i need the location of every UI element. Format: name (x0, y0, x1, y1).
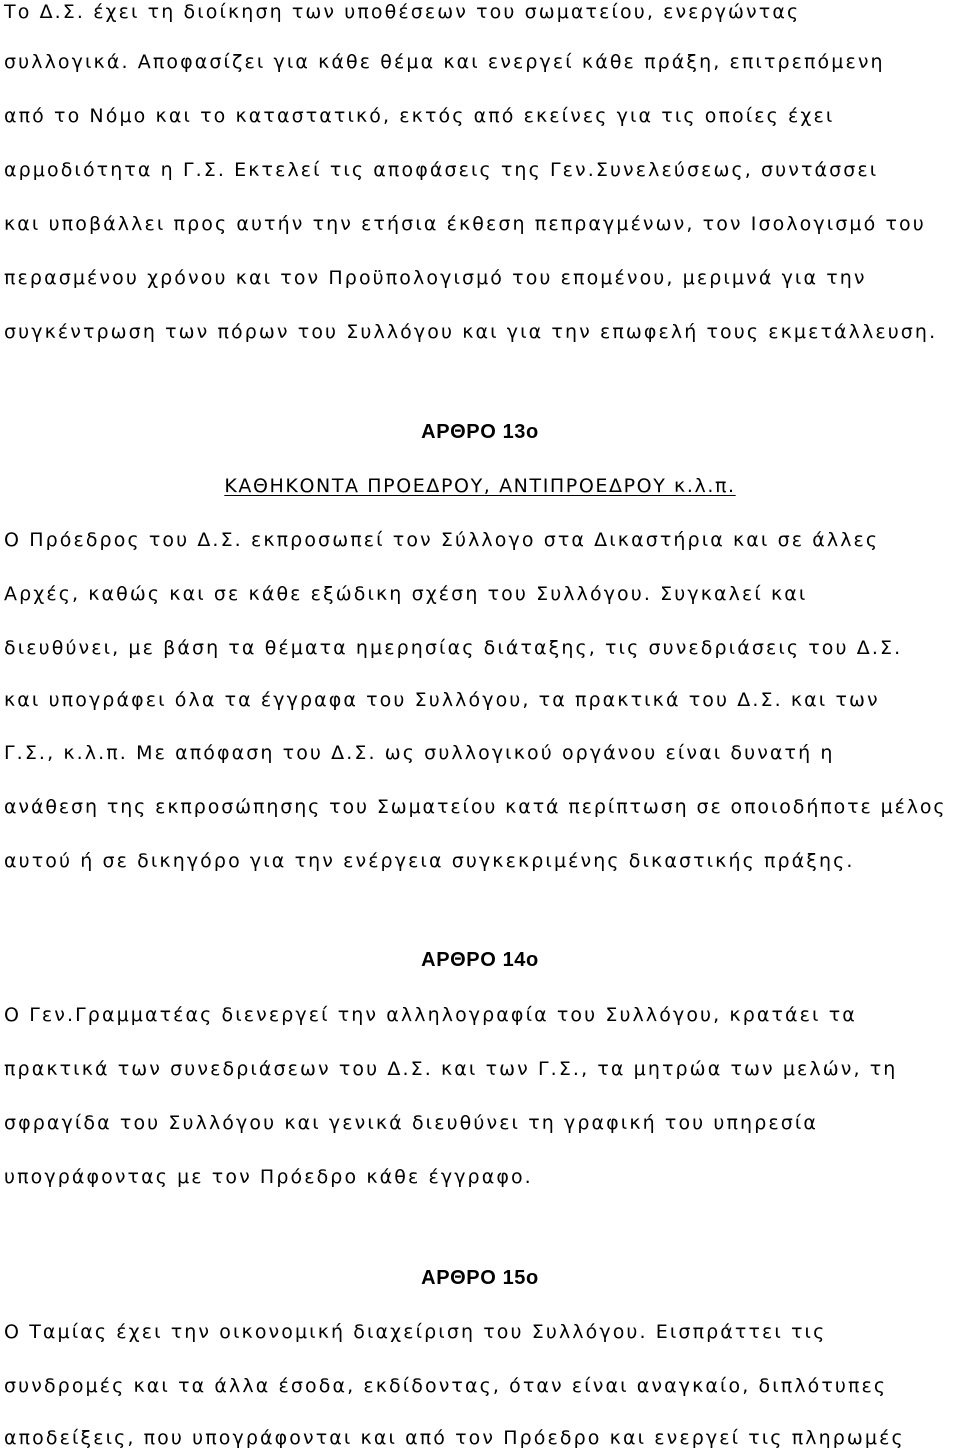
paragraph-line: Το Δ.Σ. έχει τη διοίκηση των υποθέσεων του σωματείου, ενεργώντας (4, 1, 801, 23)
article-13-title: ΑΡΘΡΟ 13ο (421, 421, 539, 443)
article-15-line: αποδείξεις, που υπογράφονται και από τον Πρόεδρο και ενεργεί τις πληρωμές (4, 1427, 905, 1449)
article-13-line: Αρχές, καθώς και σε κάθε εξώδικη σχέση του Συλλόγου. Συγκαλεί και (4, 583, 808, 605)
paragraph-line: αρμοδιότητα η Γ.Σ. Εκτελεί τις αποφάσεις της Γεν.Συνελεύσεως, συντάσσει (4, 159, 879, 181)
article-14-line: πρακτικά των συνεδριάσεων του Δ.Σ. και των Γ.Σ., τα μητρώα των μελών, τη (4, 1058, 898, 1080)
article-14-title: ΑΡΘΡΟ 14ο (421, 949, 539, 971)
paragraph-line: συλλογικά. Αποφασίζει για κάθε θέμα και ενεργεί κάθε πράξη, επιτρεπόμενη (4, 51, 885, 73)
article-13-line: Ο Πρόεδρος του Δ.Σ. εκπροσωπεί τον Σύλλογο στα Δικαστήρια και σε άλλες (4, 529, 880, 551)
article-15-line: συνδρομές και τα άλλα έσοδα, εκδίδοντας, όταν είναι αναγκαίο, διπλότυπες (4, 1375, 888, 1397)
article-15-title: ΑΡΘΡΟ 15ο (421, 1267, 539, 1289)
paragraph-line: περασμένου χρόνου και τον Προϋπολογισμό του επομένου, μεριμνά για την (4, 267, 867, 289)
article-13-line: και υπογράφει όλα τα έγγραφα του Συλλόγου, τα πρακτικά του Δ.Σ. και των (4, 689, 880, 711)
paragraph-line: από το Νόμο και το καταστατικό, εκτός από εκείνες για τις οποίες έχει (4, 105, 835, 127)
article-13-line: διευθύνει, με βάση τα θέματα ημερησίας διάταξης, τις συνεδριάσεις του Δ.Σ. (4, 637, 903, 659)
article-13-subtitle: ΚΑΘΗΚΟΝΤΑ ΠΡΟΕΔΡΟΥ, ΑΝΤΙΠΡΟΕΔΡΟΥ κ.λ.π. (224, 475, 736, 497)
paragraph-line: συγκέντρωση των πόρων του Συλλόγου και για την επωφελή τους εκμετάλλευση. (4, 321, 938, 343)
article-14-line: σφραγίδα του Συλλόγου και γενικά διευθύνει τη γραφική του υπηρεσία (4, 1112, 819, 1134)
article-13-line: Γ.Σ., κ.λ.π. Με απόφαση του Δ.Σ. ως συλλογικού οργάνου είναι δυνατή η (4, 742, 835, 764)
article-14-line: υπογράφοντας με τον Πρόεδρο κάθε έγγραφο. (4, 1166, 533, 1188)
article-14-line: Ο Γεν.Γραμματέας διενεργεί την αλληλογραφία του Συλλόγου, κρατάει τα (4, 1004, 857, 1026)
article-13-line: αυτού ή σε δικηγόρο για την ενέργεια συγκεκριμένης δικαστικής πράξης. (4, 850, 855, 872)
article-15-line: Ο Ταμίας έχει την οικονομική διαχείριση του Συλλόγου. Εισπράττει τις (4, 1321, 827, 1343)
paragraph-line: και υποβάλλει προς αυτήν την ετήσια έκθεση πεπραγμένων, τον Ισολογισμό του (4, 213, 926, 235)
article-13-line: ανάθεση της εκπροσώπησης του Σωματείου κατά περίπτωση σε οποιοδήποτε μέλος (4, 796, 947, 818)
